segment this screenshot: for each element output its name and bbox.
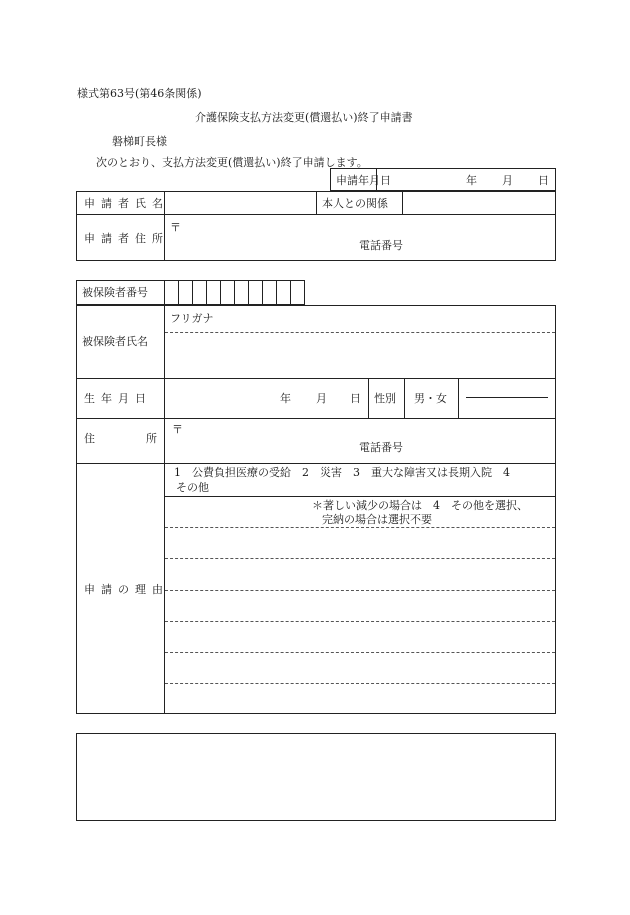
furigana-input[interactable] [220,308,550,330]
applicant-postal-mark: 〒 [170,221,181,234]
insured-number-input[interactable] [165,281,304,304]
remarks-box[interactable] [76,733,556,821]
reason-writing-line [165,527,555,528]
blank-line [466,397,548,398]
reason-options-line1[interactable]: 1 公費負担医療の受給 2 災害 3 重大な障害又は長期入院 4 [174,466,510,479]
gender-options[interactable]: 男・女 [414,392,447,405]
relation-input[interactable] [404,193,554,212]
furigana-label: フリガナ [170,312,214,325]
birth-year: 年 [280,392,291,405]
application-date-label: 申請年月日 [336,174,391,187]
insured-number-label: 被保険者番号 [82,286,148,299]
application-date-month: 月 [502,174,513,187]
gender-label: 性別 [374,392,396,405]
insured-address-label: 住 [84,432,95,445]
form-number: 様式第63号(第46条関係) [77,87,202,100]
insured-name-input[interactable] [166,334,554,376]
reason-label: 申請の理由 [84,583,169,596]
reason-note-line2: 完納の場合は選択不要 [322,513,432,526]
reason-text-input[interactable] [166,529,554,712]
application-date-year: 年 [466,174,477,187]
application-date-day: 日 [538,174,549,187]
applicant-address-input[interactable] [166,216,554,259]
insured-name-label: 被保険者氏名 [82,335,148,348]
insured-phone-label: 電話番号 [359,441,403,454]
application-date-input[interactable] [378,169,458,189]
reason-note-line1: ＊著しい減少の場合は 4 その他を選択、 [312,499,528,512]
relation-label: 本人との関係 [322,197,388,210]
birth-date-input[interactable] [166,380,366,416]
reason-options-line2[interactable]: その他 [176,481,209,494]
applicant-phone-label: 電話番号 [359,239,403,252]
birth-date-label: 生年月日 [84,392,152,405]
intro-text: 次のとおり、支払方法変更(償還払い)終了申請します。 [96,156,368,169]
birth-month: 月 [316,392,327,405]
applicant-name-input[interactable] [166,193,314,212]
insured-postal-mark: 〒 [172,423,183,436]
addressee: 磐梯町長様 [112,135,167,148]
applicant-name-label: 申請者氏名 [84,197,169,210]
insured-address-label-2: 所 [146,432,157,445]
form-title: 介護保険支払方法変更(償還払い)終了申請書 [195,111,413,124]
applicant-address-label: 申請者住所 [84,232,169,245]
birth-day: 日 [350,392,361,405]
insured-address-input[interactable] [166,420,554,461]
